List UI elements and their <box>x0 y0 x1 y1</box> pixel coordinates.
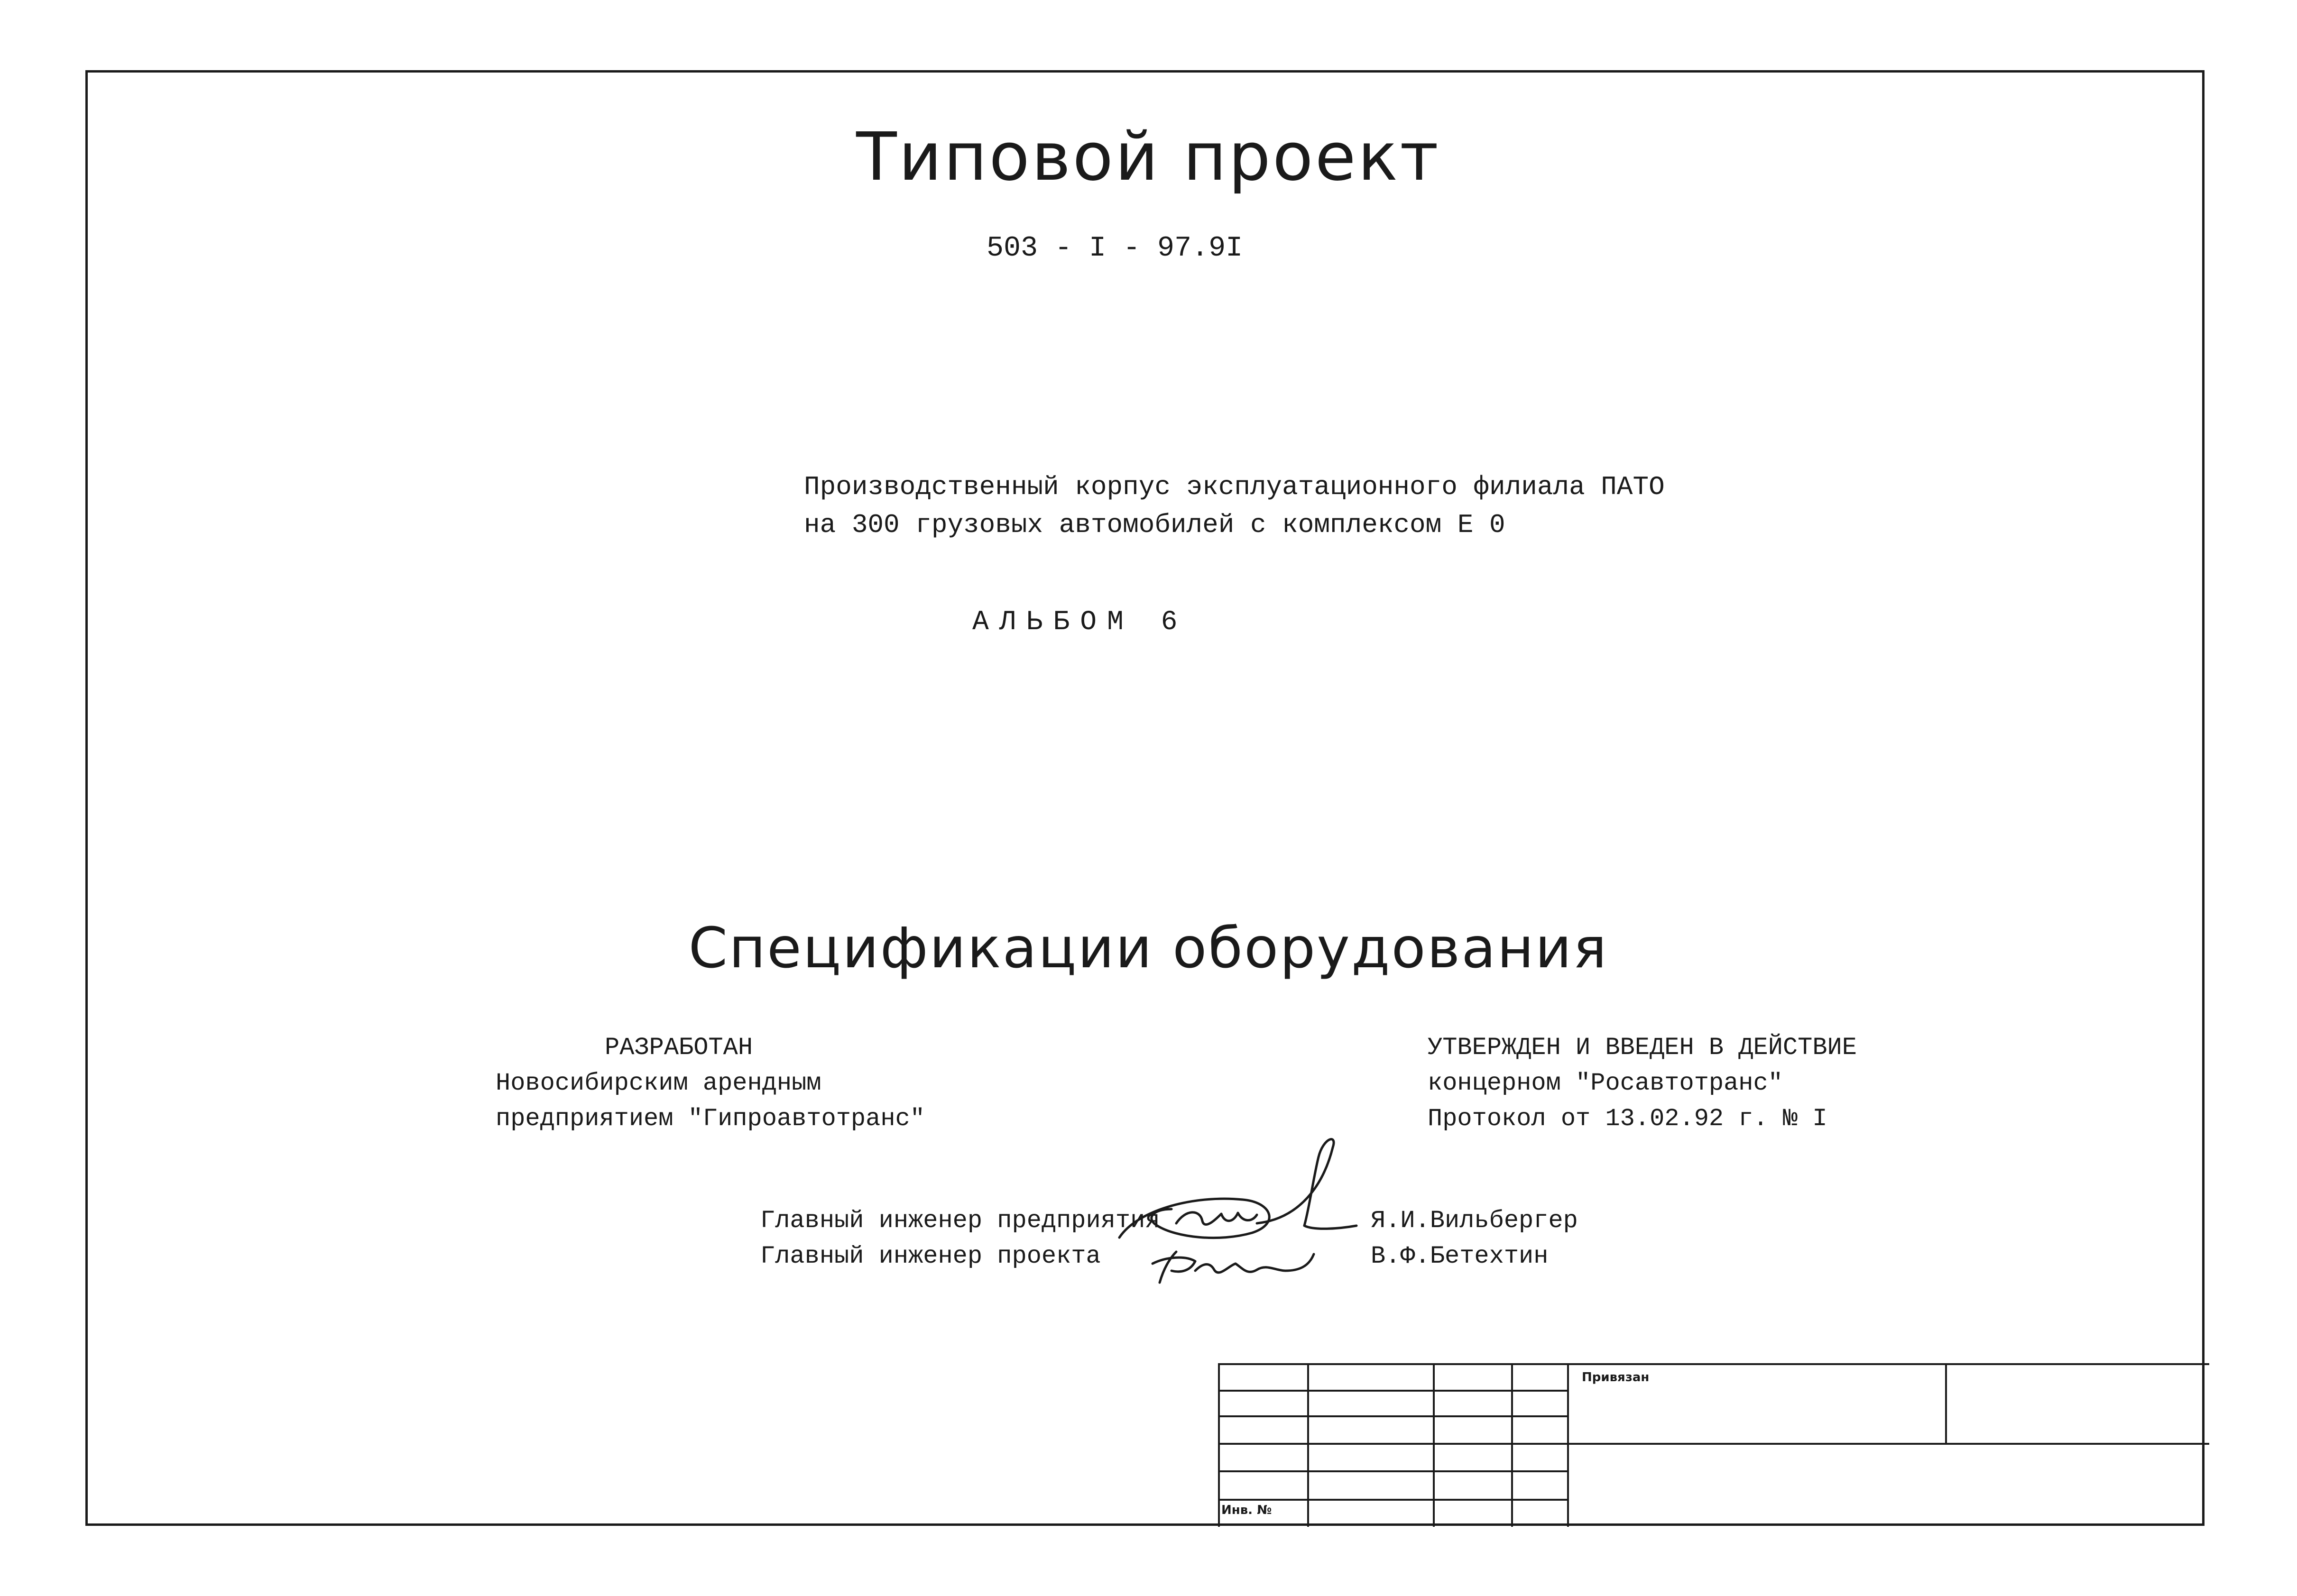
stamp-tied-label: Привязан <box>1582 1370 1650 1385</box>
stamp-inventory-label: Инв. № <box>1221 1503 1272 1517</box>
signatory-name-1: Я.И.Вильбергер <box>1371 1207 1578 1235</box>
developed-line-1: Новосибирским арендным <box>496 1069 821 1097</box>
approved-line-2: Протокол от 13.02.92 г. № I <box>1428 1105 1827 1133</box>
project-code: 503 - I - 97.9I <box>987 232 1243 265</box>
signatory-name-2: В.Ф.Бетехтин <box>1371 1242 1549 1270</box>
document-subtitle: Спецификации оборудования <box>688 915 1608 981</box>
document-title: Типовой проект <box>856 119 1440 196</box>
signatory-role-chief-engineer-project: Главный инженер проекта <box>760 1242 1101 1270</box>
project-description-line-2: на 300 грузовых автомобилей с комплексом Е 0 <box>804 510 1505 540</box>
page-frame <box>85 70 2205 1526</box>
developed-line-2: предприятием "Гипроавтотранс" <box>496 1105 925 1133</box>
handwritten-signatures <box>1100 1128 1366 1299</box>
signatory-role-chief-engineer-enterprise: Главный инженер предприятия <box>760 1207 1160 1235</box>
approved-heading: УТВЕРЖДЕН И ВВЕДЕН В ДЕЙСТВИЕ <box>1428 1034 1857 1062</box>
title-block-stamp <box>1218 1363 2209 1527</box>
approved-line-1: концерном "Росавтотранс" <box>1428 1069 1783 1097</box>
developed-heading: РАЗРАБОТАН <box>605 1034 753 1062</box>
project-description-line-1: Производственный корпус эксплуатационного филиала ПАТО <box>804 472 1665 502</box>
album-number: АЛЬБОМ 6 <box>972 607 1188 638</box>
